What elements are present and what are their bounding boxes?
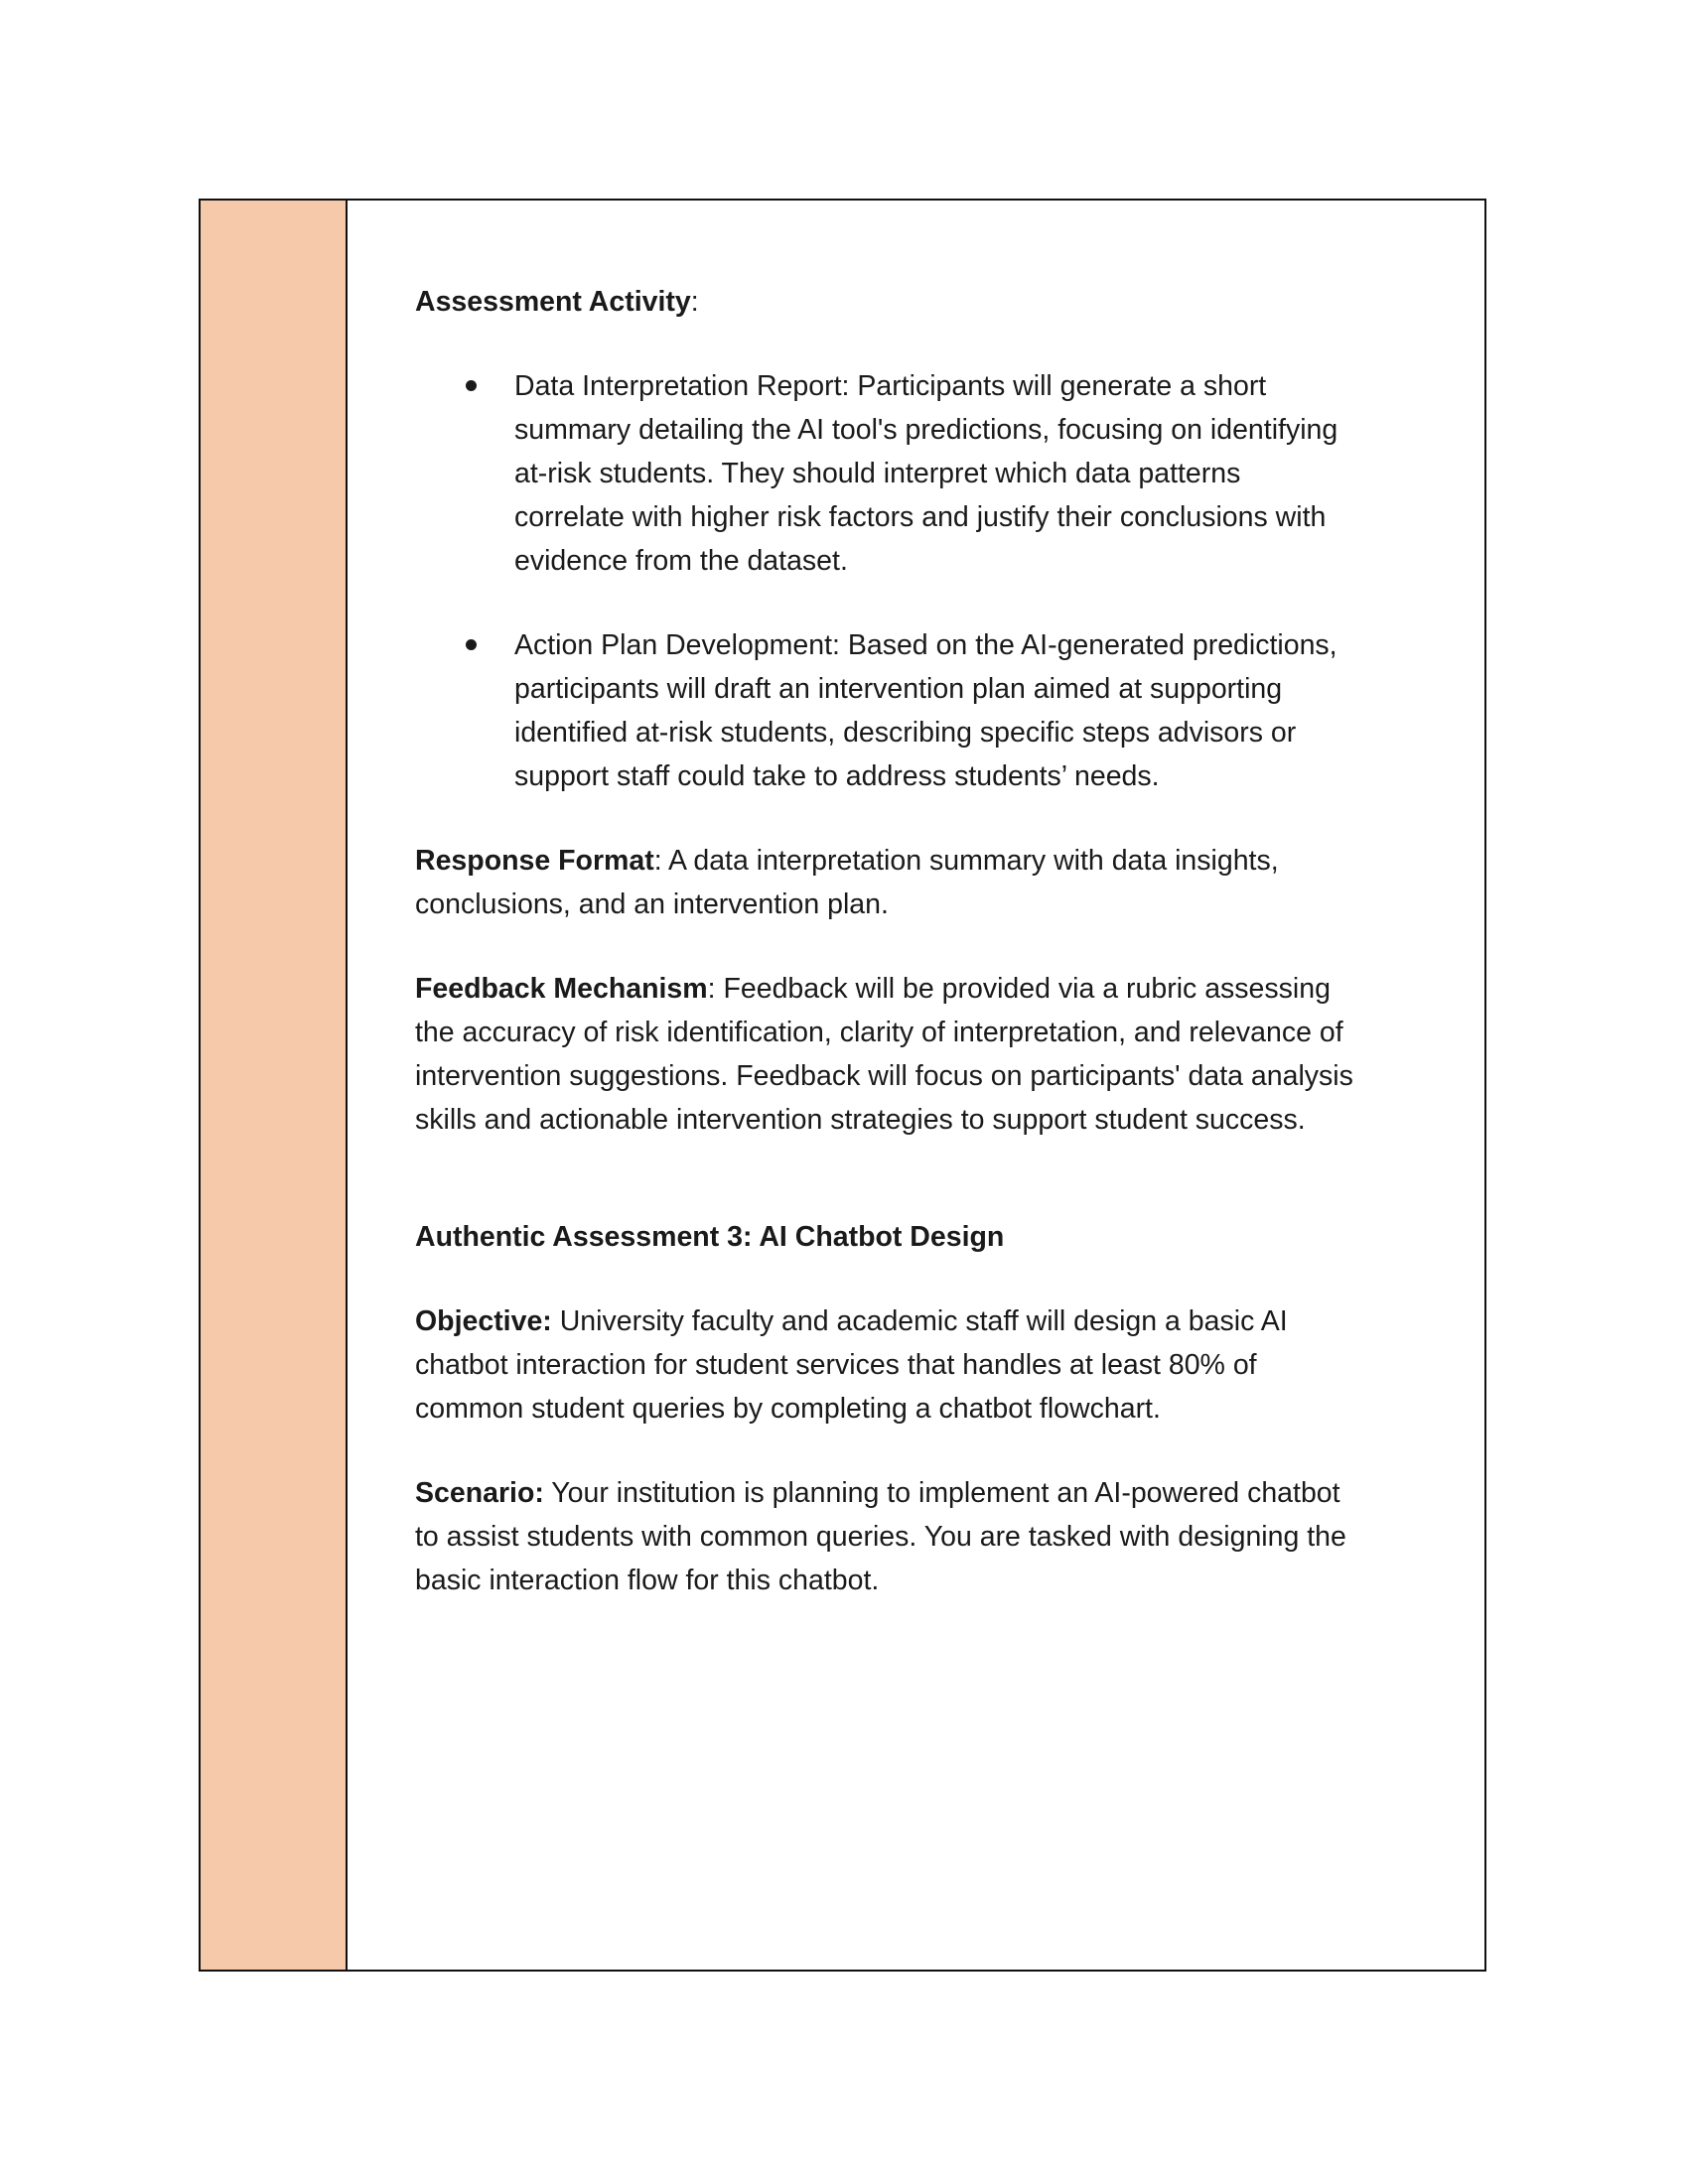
document-frame xyxy=(199,199,1486,1972)
scenario-label: Scenario: xyxy=(415,1477,544,1509)
objective-paragraph xyxy=(415,1299,1353,1431)
bullet-dot-icon xyxy=(466,639,477,650)
assessment-activity-heading xyxy=(415,280,1353,324)
list-item-text: Data Interpretation Report: Participants will generate a short summary detailing the AI tool's predictions, focusing on identifying at-risk students. They should interpret which data patterns correlate with higher risk factors and justify their conclusions with evidence from the dataset. xyxy=(514,370,1338,577)
assessment-activity-suffix: : xyxy=(690,286,699,318)
feedback-mechanism-text: : Feedback will be provided via a rubric assessing the accuracy of risk identification, clarity of interpretation, and relevance of intervention suggestions. Feedback will focus on participants' data analysis skills and actionable intervention strategies to support student success. xyxy=(415,973,1353,1136)
objective-label: Objective: xyxy=(415,1305,552,1337)
response-format-text: : A data interpretation summary with data insights, conclusions, and an intervention plan. xyxy=(415,845,1279,920)
list-item xyxy=(415,623,1353,798)
scenario-paragraph xyxy=(415,1471,1353,1602)
section-title: Authentic Assessment 3: AI Chatbot Design xyxy=(415,1221,1005,1253)
list-item-text: Action Plan Development: Based on the AI-generated predictions, participants will draft an intervention plan aimed at supporting identified at-risk students, describing specific steps advisors or support staff could take to address students’ needs. xyxy=(514,629,1337,792)
response-format-paragraph xyxy=(415,839,1353,926)
feedback-mechanism-paragraph xyxy=(415,967,1353,1142)
feedback-mechanism-label: Feedback Mechanism xyxy=(415,973,708,1005)
scenario-text: Your institution is planning to implement an AI-powered chatbot to assist students with common queries. You are tasked with designing the basic interaction flow for this chatbot. xyxy=(415,1477,1346,1596)
page-content xyxy=(348,201,1484,1970)
bullet-dot-icon xyxy=(466,380,477,391)
assessment-activity-list xyxy=(415,364,1353,798)
list-item xyxy=(415,364,1353,583)
assessment-activity-label: Assessment Activity xyxy=(415,286,691,318)
side-color-band xyxy=(201,201,348,1970)
response-format-label: Response Format xyxy=(415,845,654,877)
objective-text: University faculty and academic staff will design a basic AI chatbot interaction for student services that handles at least 80% of common student queries by completing a chatbot flowchart. xyxy=(415,1305,1288,1425)
